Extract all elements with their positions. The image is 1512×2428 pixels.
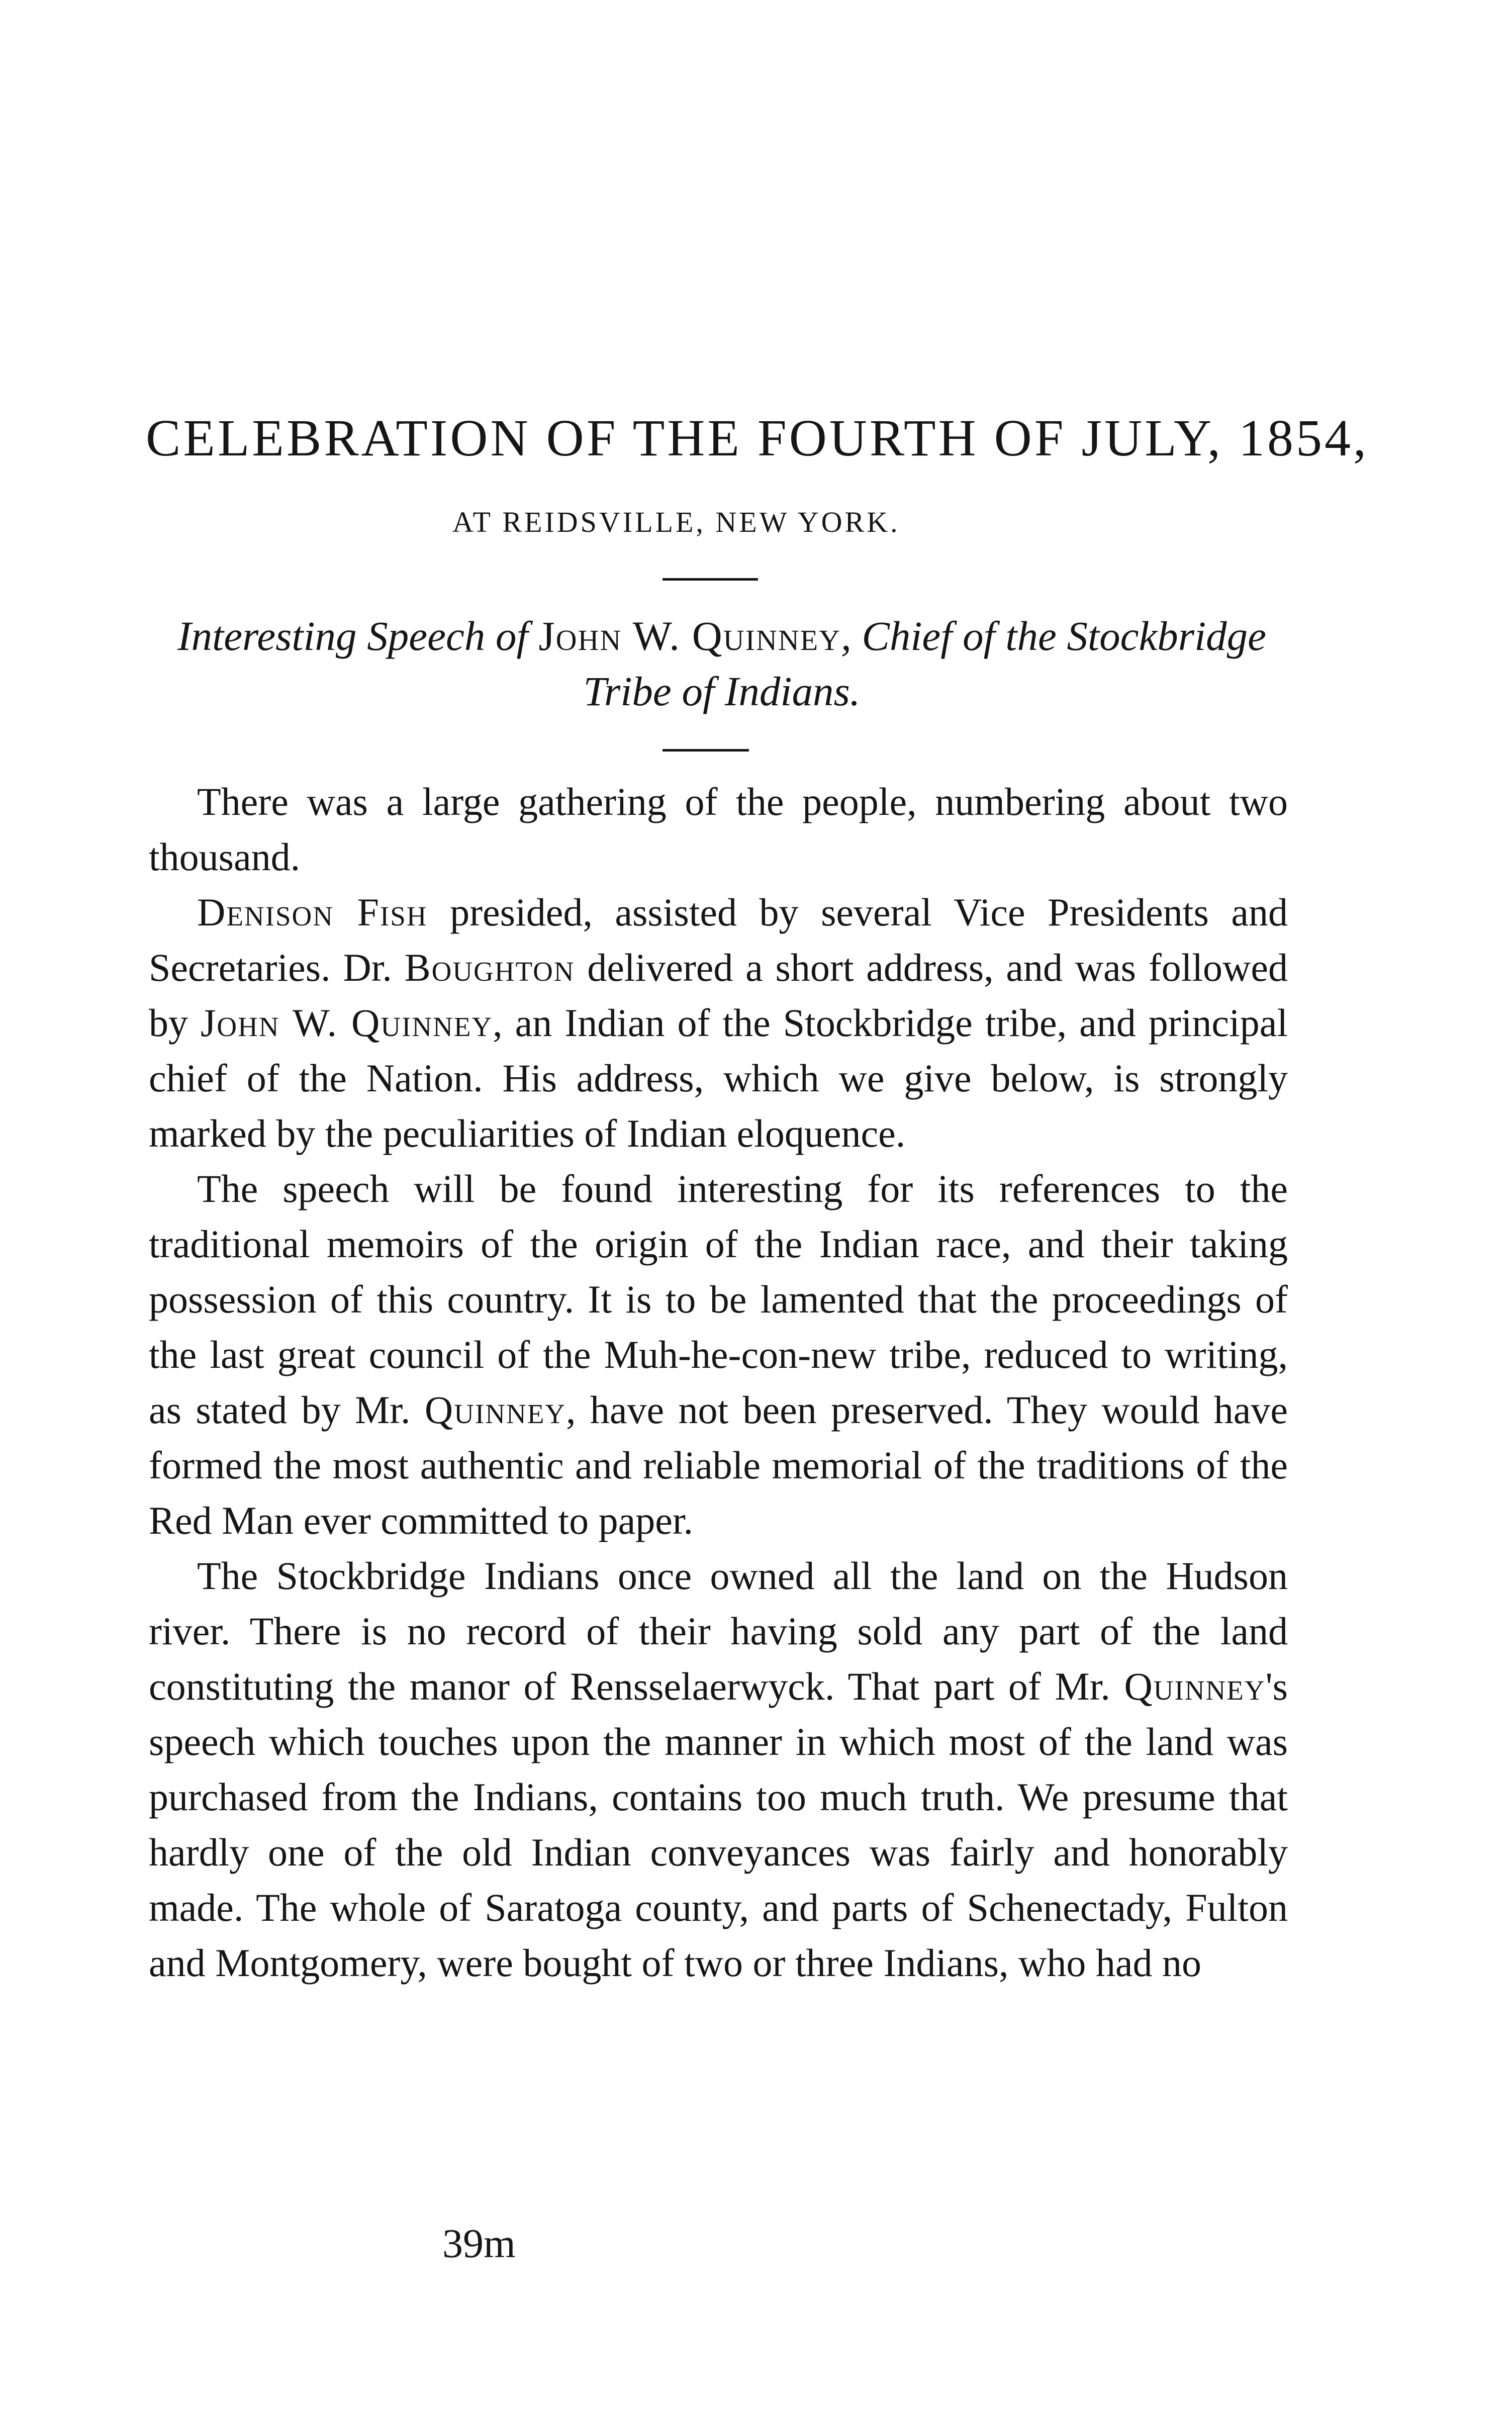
person-name: Boughton xyxy=(404,946,575,989)
paragraph-text: The speech will be found interesting for its references to the traditional memoirs of the origin of the Indian race, and their taking possession of this country. It is to be lamented that the proceedings of the last great council of the Muh-he-con-new tribe, reduced to writing, as stated by Mr. xyxy=(149,1167,1288,1432)
divider-rule-bottom xyxy=(663,749,749,752)
paragraph-text: 's speech which touches upon the manner in which most of the land was purchased from the Indians, contains too much truth. We presume that hardly one of the old Indian conveyances was fairly and honorably made. The whole of Saratoga county, and parts of Schenectady, Fulton and Montgomery, were bought of two or three Indians, who had no xyxy=(149,1664,1288,1985)
paragraph-text: The Stockbridge Indians once owned all the land on the Hudson river. There is no record of their having sold any part of the land constituting the manor of Rensselaerwyck. That part of Mr. xyxy=(149,1554,1288,1708)
person-name: Quinney xyxy=(424,1388,566,1432)
paragraph-2 xyxy=(149,885,1288,1161)
paragraph-text: presided, assisted by several Vice Presidents and Secretaries. Dr. xyxy=(149,890,1288,989)
paragraph-1: There was a large gathering of the people, numbering about two thousand. xyxy=(149,780,1288,879)
person-name: Quinney xyxy=(1124,1664,1266,1708)
paragraph-3 xyxy=(149,1161,1288,1548)
speech-heading xyxy=(149,608,1295,719)
body-text xyxy=(149,774,1288,1991)
heading-text-1: Interesting Speech of xyxy=(177,613,539,659)
signature-mark: 39m xyxy=(442,2220,516,2266)
heading-speaker-name: John W. Quinney xyxy=(538,613,841,659)
page-subtitle: AT REIDSVILLE, NEW YORK. xyxy=(452,506,900,538)
paragraph-4 xyxy=(149,1548,1288,1991)
page-title: CELEBRATION OF THE FOURTH OF JULY, 1854, xyxy=(146,409,1369,467)
person-name: Denison Fish xyxy=(197,890,428,934)
paragraph-text: , have not been preserved. They would have formed the most authentic and reliable memorial of the traditions of the Red Man ever committed to paper. xyxy=(149,1388,1288,1542)
paragraph-text: delivered a short address, and was followed by xyxy=(149,946,1288,1045)
heading-text-2: , Chief of the Stockbridge Tribe of Indians. xyxy=(583,613,1266,714)
person-name: John W. Quinney xyxy=(201,1001,493,1045)
paragraph-text: , an Indian of the Stockbridge tribe, and principal chief of the Nation. His address, which we give below, is strongly marked by the peculiarities of Indian eloquence. xyxy=(149,1001,1288,1155)
divider-rule-top xyxy=(663,578,758,581)
